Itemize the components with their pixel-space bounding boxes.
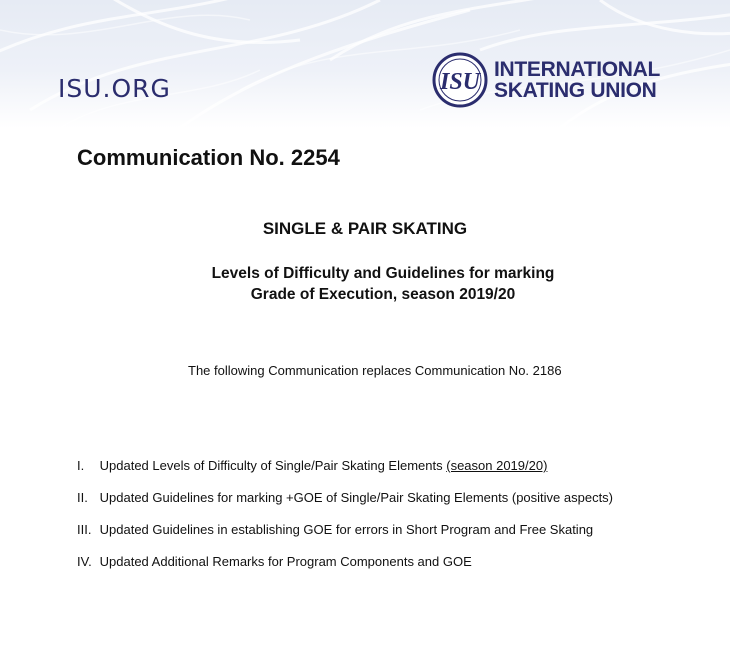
document-subtitle (0, 263, 730, 305)
item-number: I. (77, 458, 85, 473)
isu-logo[interactable] (432, 52, 672, 110)
item-number: II. (77, 490, 88, 505)
item-text: Updated Levels of Difficulty of Single/Pair Skating Elements (99, 458, 447, 473)
document-title: SINGLE & PAIR SKATING (262, 219, 468, 238)
item-number: III. (77, 522, 92, 537)
logo-wordmark (494, 59, 660, 101)
communication-number: Communication No. 2254 (77, 145, 340, 170)
header-banner (0, 0, 730, 128)
contents-item-2 (77, 490, 613, 522)
contents-list (77, 458, 613, 586)
season-link[interactable]: (season 2019/20) (446, 458, 548, 473)
contents-item-3 (77, 522, 613, 554)
contents-item-1 (77, 458, 613, 490)
subtitle-line-1: Levels of Difficulty and Guidelines for marking (211, 265, 555, 282)
contents-item-4 (77, 554, 613, 586)
replaces-notice: The following Communication replaces Communication No. 2186 (188, 363, 562, 378)
logo-emblem-text: ISU (439, 69, 481, 95)
logo-line-1: INTERNATIONAL (494, 58, 661, 81)
item-text: Updated Guidelines in establishing GOE for errors in Short Program and Free Skating (99, 522, 594, 537)
subtitle-line-2: Grade of Execution, season 2019/20 (250, 286, 516, 303)
isu-emblem-icon (432, 52, 488, 108)
logo-line-2: SKATING UNION (494, 79, 657, 102)
item-text: Updated Guidelines for marking +GOE of Single/Pair Skating Elements (positive aspects) (99, 490, 614, 505)
item-text: Updated Additional Remarks for Program Components and GOE (99, 554, 472, 569)
item-number: IV. (77, 554, 92, 569)
site-url-link[interactable]: ISU.ORG (58, 74, 171, 103)
